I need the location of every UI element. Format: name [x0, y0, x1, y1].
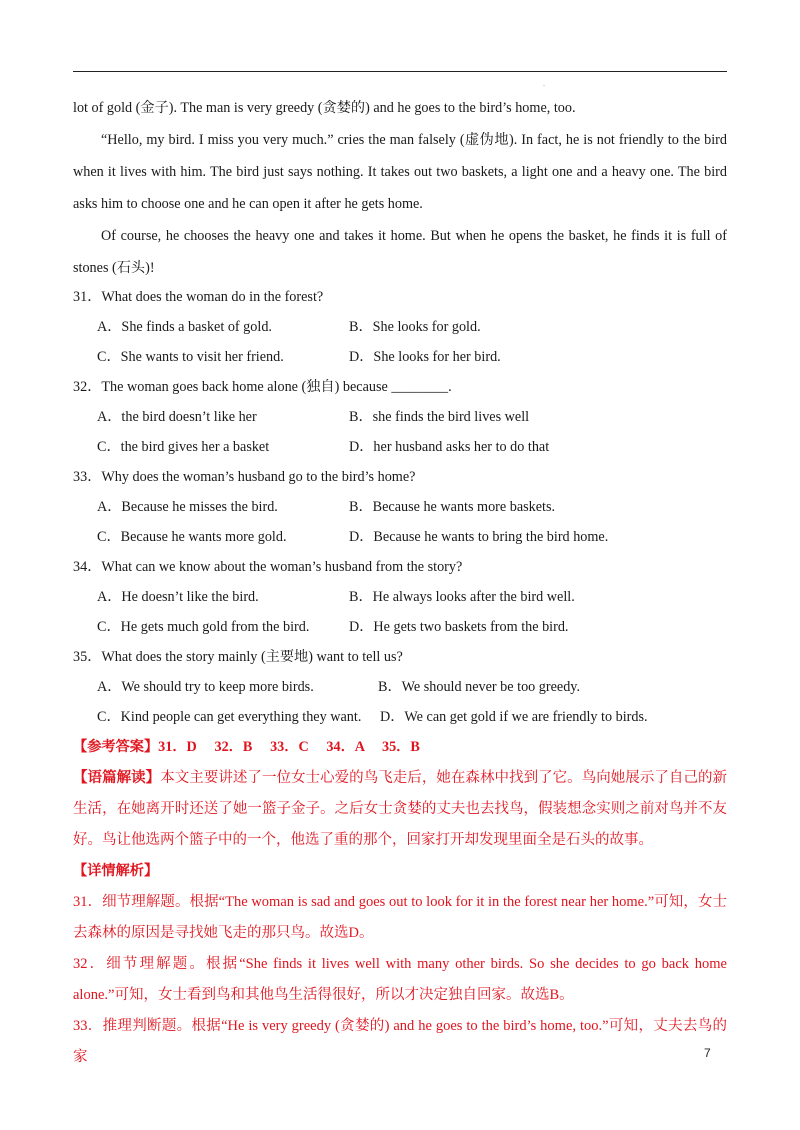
detail-explanation-32	[73, 949, 727, 1011]
detail-text: 细节理解题。根据“She finds it lives well with many other birds. So she decides to go back home alone.”可知，女士看到鸟和其他鸟生活得很好，所以才决定独自回家。故选B。	[73, 956, 727, 1003]
question-stem-31: 31．What does the woman do in the forest?	[73, 289, 324, 305]
option-31-c: C．She wants to visit her friend.	[97, 349, 284, 365]
option-33-d: D．Because he wants to bring the bird home.	[349, 529, 609, 545]
passage-paragraph-3: Of course, he chooses the heavy one and takes it home. But when he opens the basket, he finds it is full of stones (石头)!	[73, 228, 727, 276]
answer-key	[73, 732, 727, 763]
passage-analysis	[73, 763, 727, 856]
detail-number: 32．	[73, 956, 107, 972]
option-31-d: D．She looks for her bird.	[349, 349, 501, 365]
option-32-d: D．her husband asks her to do that	[349, 439, 550, 455]
analysis-label: 【语篇解读】	[73, 770, 161, 786]
passage-paragraph-2: “Hello, my bird. I miss you very much.” cries the man falsely (虚伪地). In fact, he is not friendly to the bird when it lives with him. The bird just says nothing. It takes out two baskets, a light one and a heavy one. The bird asks him to choose one and he can open it after he gets home.	[73, 132, 727, 212]
header-rule	[73, 71, 727, 72]
option-31-b: B．She looks for gold.	[349, 319, 481, 335]
passage-paragraph-1: lot of gold (金子). The man is very greedy (贪婪的) and he goes to the bird’s home, too.	[73, 100, 576, 116]
answer-key-label: 【参考答案】	[73, 739, 159, 755]
option-row	[73, 342, 727, 372]
option-31-a: A．She finds a basket of gold.	[97, 319, 272, 335]
page-content	[73, 92, 727, 1073]
option-row	[73, 612, 727, 642]
option-33-b: B．Because he wants more baskets.	[349, 499, 556, 515]
option-35-b: B．We should never be too greedy.	[378, 679, 581, 695]
answer-key-values: 31．D 32．B 33．C 34．A 35．B	[158, 739, 420, 755]
option-33-c: C．Because he wants more gold.	[97, 529, 287, 545]
option-34-d: D．He gets two baskets from the bird.	[349, 619, 569, 635]
option-row	[73, 432, 727, 462]
option-34-c: C．He gets much gold from the bird.	[97, 619, 310, 635]
option-row	[73, 522, 727, 552]
question-stem-32: 32．The woman goes back home alone (独自) because ________.	[73, 379, 452, 395]
option-33-a: A．Because he misses the bird.	[97, 499, 278, 515]
option-34-b: B．He always looks after the bird well.	[349, 589, 575, 605]
option-34-a: A．He doesn’t like the bird.	[97, 589, 259, 605]
option-32-c: C．the bird gives her a basket	[97, 439, 270, 455]
detail-text: 细节理解题。根据“The woman is sad and goes out to look for it in the forest near her home.”可知，女士去森林的原因是寻找她飞走的那只鸟。故选D。	[73, 894, 728, 941]
option-row	[73, 312, 727, 342]
option-35-a: A．We should try to keep more birds.	[97, 679, 314, 695]
option-row	[73, 582, 727, 612]
option-row	[73, 672, 727, 702]
details-label: 【详情解析】	[73, 863, 159, 879]
detail-number: 33．	[73, 1018, 103, 1034]
option-32-b: B．she finds the bird lives well	[349, 409, 530, 425]
option-row	[73, 492, 727, 522]
page-number: 7	[704, 1046, 711, 1060]
detail-number: 31．	[73, 894, 103, 910]
detail-explanation-33	[73, 1011, 727, 1073]
option-35-c: C．Kind people can get everything they want.	[97, 709, 362, 725]
option-row	[73, 402, 727, 432]
question-stem-35: 35．What does the story mainly (主要地) want to tell us?	[73, 649, 403, 665]
detail-text: 推理判断题。根据“He is very greedy (贪婪的) and he goes to the bird’s home, too.”可知，丈夫去鸟的家	[73, 1018, 727, 1065]
option-35-d: D．We can get gold if we are friendly to birds.	[380, 709, 648, 725]
option-row	[73, 702, 727, 732]
option-32-a: A．the bird doesn’t like her	[97, 409, 257, 425]
header-mark: .	[543, 79, 545, 88]
analysis-text: 本文主要讲述了一位女士心爱的鸟飞走后，她在森林中找到了它。鸟向她展示了自己的新生活，在她离开时还送了她一篮子金子。之后女士贪婪的丈夫也去找鸟，假装想念实则之前对鸟并不友好。鸟让他选两个篮子中的一个，他选了重的那个，回家打开却发现里面全是石头的故事。	[73, 770, 728, 848]
question-stem-33: 33．Why does the woman’s husband go to the bird’s home?	[73, 469, 416, 485]
question-stem-34: 34．What can we know about the woman’s husband from the story?	[73, 559, 463, 575]
detail-explanation-31	[73, 887, 727, 949]
